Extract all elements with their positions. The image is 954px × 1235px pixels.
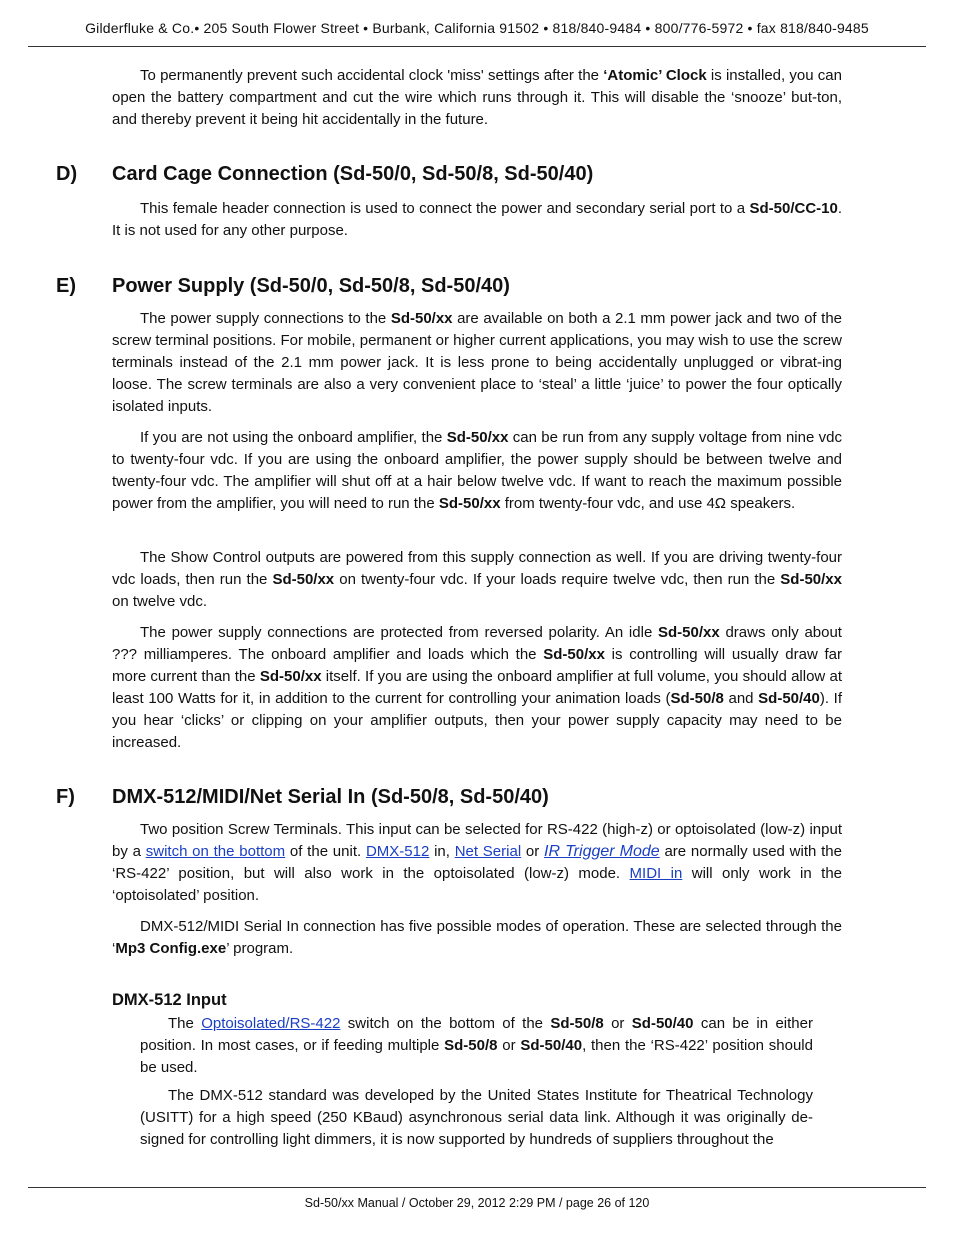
section-f-heading: F) DMX-512/MIDI/Net Serial In (Sd-50/8, Sd-50/40) (56, 786, 549, 808)
section-e-paragraph-2: If you are not using the onboard amplifier, the Sd-50/xx can be run from any supply voltage from nine vdc to twenty-four vdc. If you are using the onboard amplifier, the power supply should be between twelve and twenty-four vdc. The amplifier will shut off at a hair below twelve vdc. If want to reach the maximum possible power from the amplifier, you will need to run the Sd-50/xx from twenty-four vdc, and use 4Ω speakers. (112, 429, 842, 512)
switch-on-bottom-link[interactable]: switch on the bottom (145, 843, 286, 860)
section-e-paragraph-1: The power supply connections to the Sd-50/xx are available on both a 2.1 mm power jack and two of the screw terminal positions. For mobile, permanent or higher current applications, you may wish to use the screw terminals instead of the 2.1 mm power jack. It is less prone to being accidentally unplugged or vibrat-ing loose. The screw terminals are also a very convenient place to ‘steal’ a little ‘juice’ to power the four optically isolated inputs. (112, 310, 842, 415)
section-e-paragraph-3: The Show Control outputs are powered from this supply connection as well. If you are driving twenty-four vdc loads, then run the Sd-50/xx on twenty-four vdc. If your loads require twelve vdc, then run the Sd-50/xx on twelve vdc. (112, 549, 842, 610)
midi-in-link[interactable]: MIDI in (629, 865, 683, 882)
section-d-paragraph: This female header connection is used to connect the power and secondary serial port to a Sd-50/CC-10. It is not used for any other purpose. (112, 200, 842, 239)
page-footer: Sd-50/xx Manual / October 29, 2012 2:29 PM / page 26 of 120 (28, 1187, 926, 1210)
dmx-input-heading: DMX-512 Input (112, 991, 227, 1009)
net-serial-link[interactable]: Net Serial (454, 843, 522, 860)
section-d-heading: D) Card Cage Connection (Sd-50/0, Sd-50/8, Sd-50/40) (56, 163, 594, 185)
section-f-paragraph-2: DMX-512/MIDI Serial In connection has five possible modes of operation. These are selected through the ‘Mp3 Config.exe’ program. (112, 918, 842, 957)
ir-trigger-mode-link[interactable]: IR Trigger Mode (544, 843, 660, 860)
page-header: Gilderfluke & Co.• 205 South Flower Street • Burbank, California 91502 • 818/840-9484 • 800/776-5972 • fax 818/840-9485 (28, 20, 926, 47)
section-e-heading: E) Power Supply (Sd-50/0, Sd-50/8, Sd-50/40) (56, 275, 510, 297)
intro-paragraph: To permanently prevent such accidental clock 'miss' settings after the ‘Atomic’ Clock is installed, you can open the battery compartment and cut the wire which runs through it. This will disable the ‘snooze’ but-ton, and thereby prevent it being hit accidentally in the future. (112, 67, 842, 128)
dmx-input-paragraph-2: The DMX-512 standard was developed by the United States Institute for Theatrical Technology (USITT) for a high speed (250 KBaud) asynchronous serial data link. Although it was originally de-signed for controlling light dimmers, it is now supported by hundreds of suppliers throughout the (140, 1087, 813, 1148)
dmx-input-paragraph-1: The Optoisolated/RS-422 switch on the bottom of the Sd-50/8 or Sd-50/40 can be in either position. In most cases, or if feeding multiple Sd-50/8 or Sd-50/40, then the ‘RS-422’ position should be used. (140, 1015, 813, 1076)
section-f-paragraph-1: Two position Screw Terminals. This input can be selected for RS-422 (high-z) or optoisolated (low-z) input by a switch on the bottom of the unit. DMX-512 in, Net Serial or IR Trigger Mode are normally used with the ‘RS-422’ position, but will also work in the optoisolated (low-z) mode. MIDI in will only work in the ‘optoisolated’ position. (112, 821, 842, 904)
section-e-paragraph-4: The power supply connections are protected from reversed polarity. An idle Sd-50/xx draws only about ??? milliamperes. The onboard amplifier and loads which the Sd-50/xx is controlling will usually draw far more current than the Sd-50/xx itself. If you are using the onboard amplifier at full volume, you should allow at least 100 Watts for it, in addition to the current for controlling your animation loads (Sd-50/8 and Sd-50/40). If you hear ‘clicks’ or clipping on your amplifier outputs, then your power supply capacity may need to be increased. (112, 624, 843, 751)
optoisolated-rs422-link[interactable]: Optoisolated/RS-422 (201, 1015, 341, 1032)
dmx-512-link[interactable]: DMX-512 (365, 843, 430, 860)
